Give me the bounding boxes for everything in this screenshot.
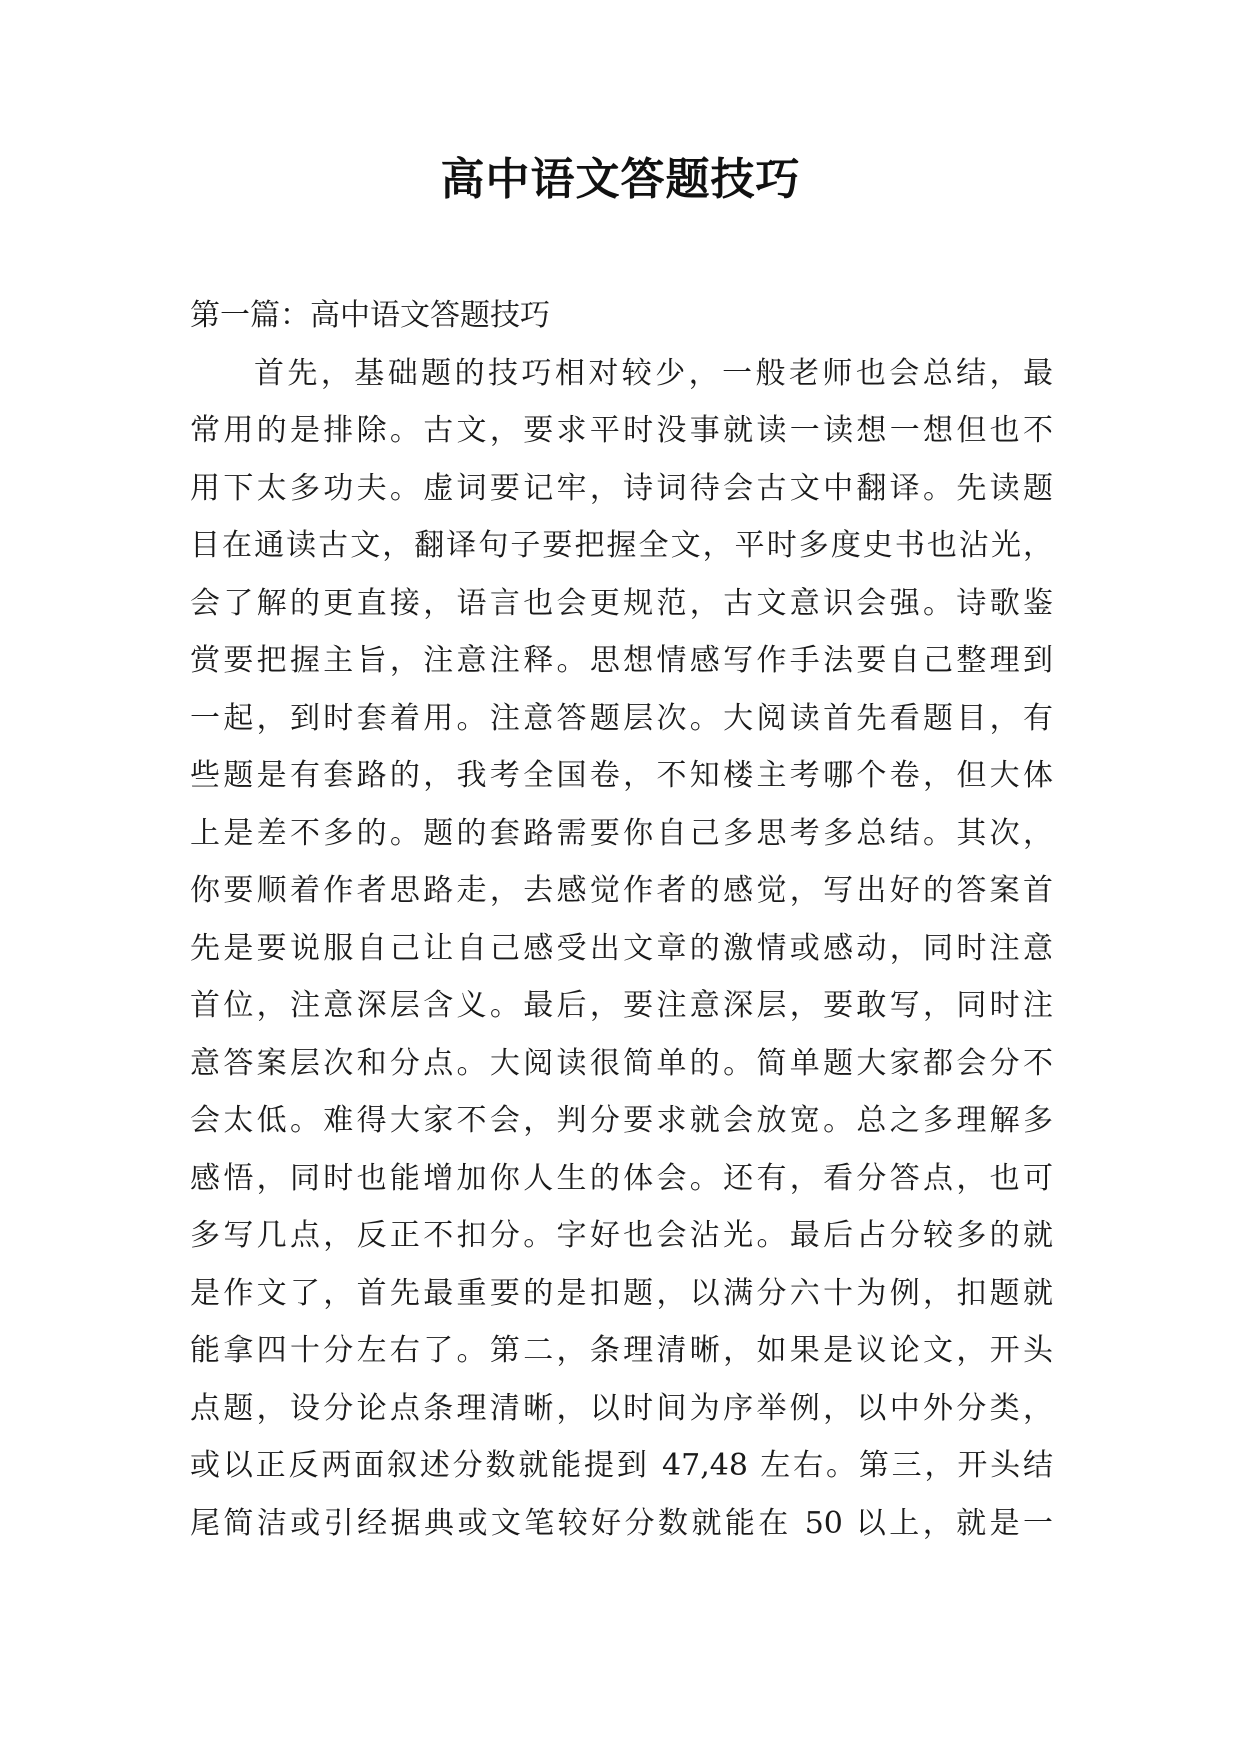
paragraph-line: 赏要把握主旨，注意注释。思想情感写作手法要自己整理到	[190, 643, 1053, 678]
paragraph-line: 些题是有套路的，我考全国卷，不知楼主考哪个卷，但大体	[190, 758, 1053, 793]
paragraph-line: 点题，设分论点条理清晰，以时间为序举例，以中外分类，	[190, 1390, 1053, 1426]
paragraph-line: 或以正反两面叙述分数就能提到 47,48 左右。第三，开头结	[190, 1448, 1053, 1483]
section-heading: 第一篇：高中语文答题技巧	[190, 298, 550, 333]
paragraph	[190, 345, 1053, 1553]
paragraph-line: 多写几点，反正不扣分。字好也会沾光。最后占分较多的就	[190, 1218, 1053, 1253]
paragraph-line: 首先，基础题的技巧相对较少，一般老师也会总结，最	[254, 355, 1053, 391]
paragraph-line: 你要顺着作者思路走，去感觉作者的感觉，写出好的答案首	[190, 873, 1053, 908]
paragraph-line: 能拿四十分左右了。第二，条理清晰，如果是议论文，开头	[190, 1333, 1053, 1368]
paragraph-line: 尾简洁或引经据典或文笔较好分数就能在 50 以上，就是一	[190, 1505, 1053, 1541]
paragraph-line: 先是要说服自己让自己感受出文章的激情或感动，同时注意	[190, 930, 1053, 966]
paragraph-line: 感悟，同时也能增加你人生的体会。还有，看分答点，也可	[190, 1160, 1053, 1196]
paragraph-line: 会了解的更直接，语言也会更规范，古文意识会强。诗歌鉴	[190, 585, 1053, 621]
paragraph-line: 上是差不多的。题的套路需要你自己多思考多总结。其次，	[190, 815, 1053, 851]
paragraph-line: 会太低。难得大家不会，判分要求就会放宽。总之多理解多	[190, 1103, 1053, 1138]
paragraph-line: 目在通读古文，翻译句子要把握全文，平时多度史书也沾光，	[190, 528, 1053, 563]
document-body	[190, 287, 1053, 1552]
paragraph-line: 首位，注意深层含义。最后，要注意深层，要敢写，同时注	[190, 988, 1053, 1023]
paragraph-line: 意答案层次和分点。大阅读很简单的。简单题大家都会分不	[190, 1045, 1053, 1081]
paragraph-line: 一起，到时套着用。注意答题层次。大阅读首先看题目，有	[190, 700, 1053, 736]
paragraph-line: 常用的是排除。古文，要求平时没事就读一读想一想但也不	[190, 413, 1053, 448]
paragraph-line: 是作文了，首先最重要的是扣题，以满分六十为例，扣题就	[190, 1275, 1053, 1311]
paragraph-line: 用下太多功夫。虚词要记牢，诗词待会古文中翻译。先读题	[190, 470, 1053, 506]
document-title: 高中语文答题技巧	[440, 154, 801, 205]
